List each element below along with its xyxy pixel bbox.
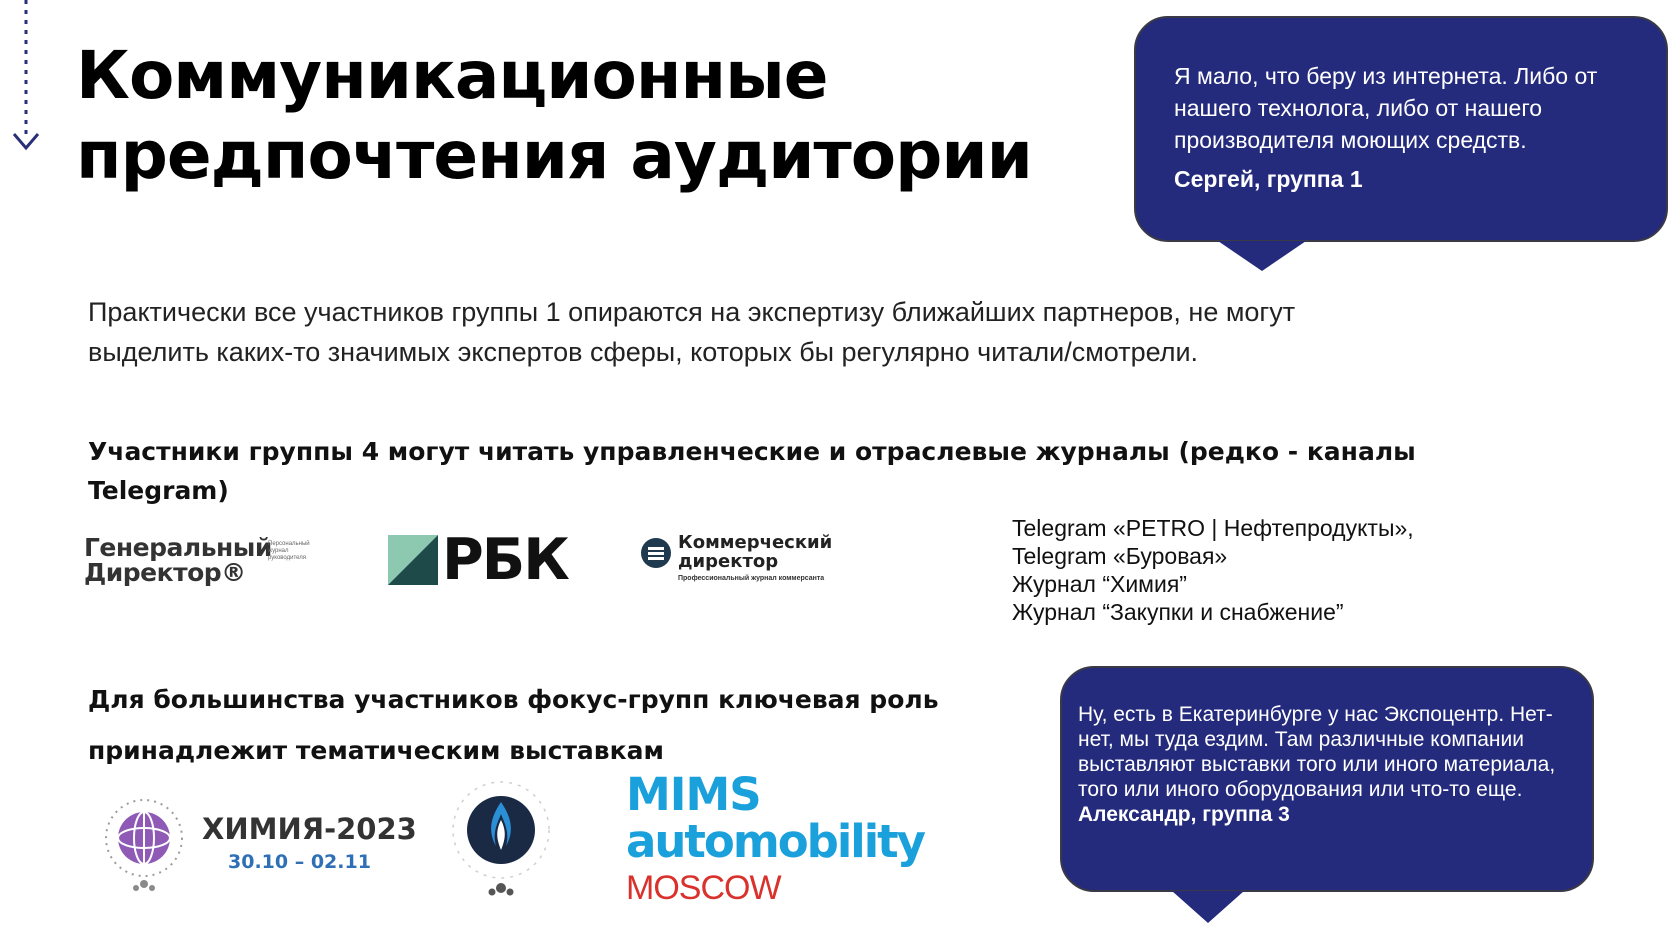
dashed-arrow-icon xyxy=(10,0,44,160)
logo-mims-line-1: MIMS xyxy=(626,768,761,821)
quote-bubble-top-tail xyxy=(1218,241,1306,271)
logo-kd-line-1: Коммерческий xyxy=(678,532,833,553)
media-list-item: Telegram «Буровая» xyxy=(1012,543,1228,569)
exhibitions-heading-line-2: принадлежит тематическим выставкам xyxy=(88,736,664,765)
rbc-mark-icon xyxy=(388,535,438,585)
quote-bottom-text: Ну, есть в Екатеринбурге у нас Экспоцентр. Нет-нет, мы туда ездим. Там различные компании выставляют выставки того или иного материала, того или иного оборудования или что-то еще. xyxy=(1078,703,1556,801)
page-title-line-1: Коммуникационные xyxy=(76,37,828,114)
logo-neftegaz-icon xyxy=(446,770,556,900)
group4-heading-line-1: Участники группы 4 могут читать управленческие и отраслевые журналы (редко - каналы xyxy=(88,437,1416,466)
khimiya-emblem-icon xyxy=(94,788,194,898)
quote-bubble-bottom-tail xyxy=(1172,891,1244,923)
intro-paragraph xyxy=(88,292,1568,372)
logo-mims-line-2: automobility xyxy=(626,815,924,868)
intro-line-2: выделить каких-то значимых экспертов сферы, которых бы регулярно читали/смотрели. xyxy=(88,337,1199,367)
logo-gd-tagline: Персональный журнал руководителя xyxy=(268,541,310,561)
logo-mims-automobility xyxy=(626,768,926,912)
logo-khimiya-2023 xyxy=(94,788,417,898)
group4-heading xyxy=(88,432,1416,510)
page-title xyxy=(76,36,1032,196)
intro-line-1: Практически все участников группы 1 опираются на экспертизу ближайших партнеров, не могут xyxy=(88,297,1296,327)
exhibitions-heading xyxy=(88,674,939,776)
logo-gd-line-1: Генеральный xyxy=(84,533,272,562)
logo-khimiya-name: ХИМИЯ-2023 xyxy=(202,812,417,846)
logo-gd-line-2: Директор® xyxy=(84,558,246,587)
group4-heading-line-2: Telegram) xyxy=(88,476,229,505)
logo-mims-line-3: MOSCOW xyxy=(626,869,781,907)
quote-bubble-top xyxy=(1134,16,1668,242)
logo-rbc-text: РБК xyxy=(442,527,568,593)
logo-kd-tagline: Профессиональный журнал коммерсанта xyxy=(678,575,825,582)
kd-mark-icon xyxy=(640,537,672,569)
quote-bottom-author: Александр, группа 3 xyxy=(1078,803,1290,826)
quote-top-text: Я мало, что беру из интернета. Либо от нашего технолога, либо от нашего производителя моющих средств. xyxy=(1174,63,1598,153)
media-list-item: Журнал “Закупки и снабжение” xyxy=(1012,599,1344,625)
logo-khimiya-dates: 30.10 – 02.11 xyxy=(228,851,371,873)
quote-top-author: Сергей, группа 1 xyxy=(1174,166,1363,192)
quote-bubble-bottom xyxy=(1060,666,1594,892)
media-list-item: Telegram «PETRO | Нефтепродукты», xyxy=(1012,515,1414,541)
logo-rbc xyxy=(388,527,568,593)
page-title-line-2: предпочтения аудитории xyxy=(76,117,1032,194)
exhibitions-heading-line-1: Для большинства участников фокус-групп ключевая роль xyxy=(88,685,939,714)
logo-kommercheskiy-direktor xyxy=(640,533,840,587)
media-list xyxy=(1012,514,1414,626)
logo-kd-line-2: директор xyxy=(678,551,779,572)
logo-generalny-direktor xyxy=(84,535,324,595)
media-list-item: Журнал “Химия” xyxy=(1012,571,1187,597)
